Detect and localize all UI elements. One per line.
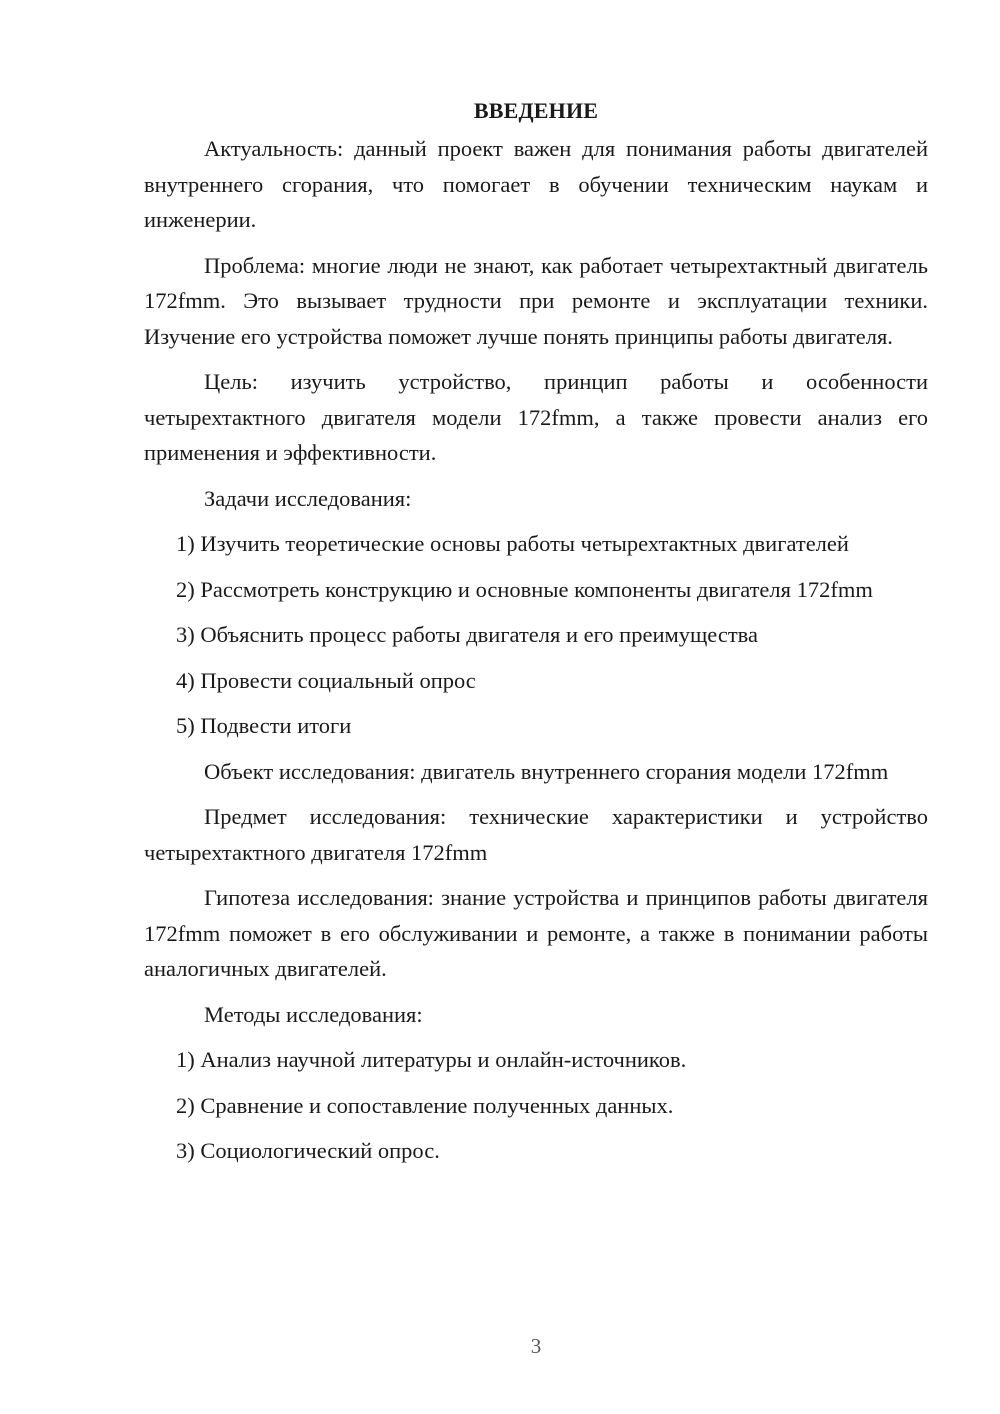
method-item: 1) Анализ научной литературы и онлайн-источников. [176, 1047, 687, 1072]
methods-heading: Методы исследования: [204, 1001, 423, 1027]
paragraph-problem: Проблема: многие люди не знают, как работает четырехтактный двигатель 172fmm. Это вызывает трудности при ремонте и эксплуатации техники. Изучение его устройства поможет лучше понять принципы работы двигателя. [144, 252, 928, 349]
paragraph-relevance: Актуальность: данный проект важен для понимания работы двигателей внутреннего сгорания, что помогает в обучении техническим наукам и инженерии. [144, 136, 928, 232]
task-item: 3) Объяснить процесс работы двигателя и его преимущества [176, 622, 758, 647]
task-item: 5) Подвести итоги [176, 713, 352, 738]
tasks-heading: Задачи исследования: [204, 485, 412, 511]
paragraph-subject: Предмет исследования: технические характеристики и устройство четырехтактного двигателя 172fmm [144, 804, 928, 865]
page-number: 3 [530, 1334, 542, 1358]
task-item: 4) Провести социальный опрос [176, 667, 476, 693]
task-item: 2) Рассмотреть конструкцию и основные компоненты двигателя 172fmm [176, 576, 873, 602]
method-item: 3) Социологический опрос. [176, 1138, 440, 1163]
method-item: 2) Сравнение и сопоставление полученных данных. [176, 1092, 674, 1118]
task-item: 1) Изучить теоретические основы работы четырехтактных двигателей [176, 531, 849, 556]
page-content [144, 93, 928, 1179]
page-title: ВВЕДЕНИЕ [473, 98, 599, 123]
paragraph-goal: Цель: изучить устройство, принцип работы и особенности четырехтактного двигателя модели 172fmm, а также провести анализ его применения и эффективности. [144, 369, 928, 465]
paragraph-hypothesis: Гипотеза исследования: знание устройства и принципов работы двигателя 172fmm поможет в его обслуживании и ремонте, а также в понимании работы аналогичных двигателей. [144, 885, 928, 981]
paragraph-object: Объект исследования: двигатель внутреннего сгорания модели 172fmm [204, 758, 889, 784]
